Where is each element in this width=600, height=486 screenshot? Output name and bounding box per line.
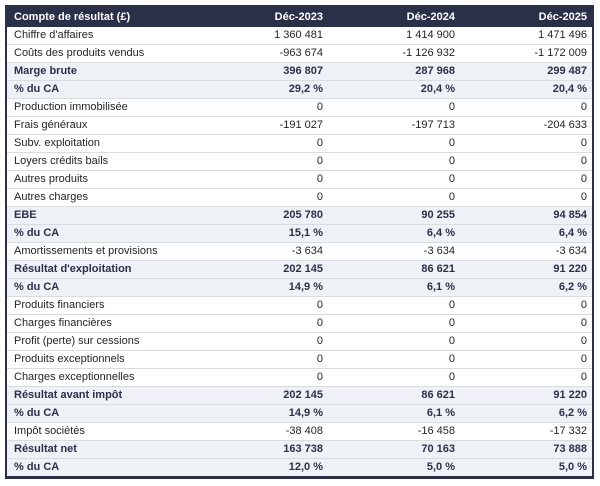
row-value: 1 360 481: [274, 29, 323, 41]
row-value: 0: [316, 155, 323, 167]
table-row: [7, 279, 592, 297]
row-value: 0: [580, 101, 587, 113]
header-col-dec-2023: Déc-2023: [196, 7, 328, 27]
row-value: 14,9 %: [196, 405, 328, 423]
row-label: % du CA: [7, 225, 196, 243]
table-row: [7, 405, 592, 423]
row-value: 6,2 %: [460, 405, 592, 423]
row-label: % du CA: [7, 405, 196, 423]
row-label: Impôt sociétés: [14, 425, 85, 437]
row-value: 202 145: [196, 261, 328, 279]
table-row: [7, 387, 592, 405]
header-row: [7, 7, 592, 27]
row-label: Charges financières: [14, 317, 112, 329]
row-value: -204 633: [543, 119, 587, 131]
row-value: 0: [448, 191, 455, 203]
table-row: [7, 45, 592, 63]
row-label: Chiffre d'affaires: [14, 29, 94, 41]
row-value: 0: [448, 137, 455, 149]
row-label: Résultat avant impôt: [7, 387, 196, 405]
row-value: -1 126 932: [402, 47, 455, 59]
row-value: 0: [316, 335, 323, 347]
header-col-dec-2024: Déc-2024: [328, 7, 460, 27]
row-label: Production immobilisée: [14, 101, 128, 113]
row-value: -197 713: [411, 119, 455, 131]
table-row: [7, 459, 592, 477]
row-value: -191 027: [279, 119, 323, 131]
row-value: 0: [316, 191, 323, 203]
row-value: 0: [580, 353, 587, 365]
row-value: 0: [580, 371, 587, 383]
row-value: 1 414 900: [406, 29, 455, 41]
row-value: -963 674: [279, 47, 323, 59]
row-value: 73 888: [460, 441, 592, 459]
income-statement-frame: [5, 5, 594, 479]
row-value: -38 408: [285, 425, 323, 437]
row-value: 5,0 %: [460, 459, 592, 477]
row-label: Produits exceptionnels: [14, 353, 125, 365]
row-value: 12,0 %: [196, 459, 328, 477]
row-value: 5,0 %: [328, 459, 460, 477]
row-label: Autres produits: [14, 173, 88, 185]
row-value: 6,4 %: [328, 225, 460, 243]
row-value: 0: [580, 299, 587, 311]
row-label: Marge brute: [7, 63, 196, 81]
row-label: Frais généraux: [14, 119, 88, 131]
row-label: Résultat net: [7, 441, 196, 459]
row-value: 0: [316, 101, 323, 113]
row-value: 15,1 %: [196, 225, 328, 243]
row-value: -16 458: [417, 425, 455, 437]
row-value: 6,1 %: [328, 405, 460, 423]
row-value: 20,4 %: [328, 81, 460, 99]
row-value: 396 807: [196, 63, 328, 81]
row-value: 0: [316, 371, 323, 383]
table-row: [7, 423, 592, 441]
table-row: [7, 261, 592, 279]
row-label: Subv. exploitation: [14, 137, 101, 149]
row-value: 0: [448, 371, 455, 383]
income-statement-table: [7, 7, 592, 476]
row-value: 0: [448, 299, 455, 311]
row-value: 20,4 %: [460, 81, 592, 99]
row-value: 91 220: [460, 261, 592, 279]
row-value: 91 220: [460, 387, 592, 405]
row-value: 86 621: [328, 261, 460, 279]
row-value: 0: [316, 173, 323, 185]
row-value: 29,2 %: [196, 81, 328, 99]
row-value: -3 634: [423, 245, 455, 257]
row-value: 0: [580, 191, 587, 203]
table-row: [7, 81, 592, 99]
row-value: 0: [448, 353, 455, 365]
row-label: Charges exceptionnelles: [14, 371, 135, 383]
table-row: [7, 171, 592, 189]
row-value: 86 621: [328, 387, 460, 405]
row-value: 14,9 %: [196, 279, 328, 297]
row-label: Amortissements et provisions: [14, 245, 158, 257]
header-col-dec-2025: Déc-2025: [460, 7, 592, 27]
row-value: 202 145: [196, 387, 328, 405]
row-value: 0: [448, 335, 455, 347]
row-value: 299 487: [460, 63, 592, 81]
row-value: 0: [448, 101, 455, 113]
table-body: [7, 27, 592, 476]
table-row: [7, 135, 592, 153]
row-value: 0: [580, 317, 587, 329]
row-value: 6,2 %: [460, 279, 592, 297]
table-row: [7, 297, 592, 315]
row-label: % du CA: [7, 279, 196, 297]
row-label: Résultat d'exploitation: [7, 261, 196, 279]
row-value: 94 854: [460, 207, 592, 225]
table-row: [7, 333, 592, 351]
table-row: [7, 207, 592, 225]
row-label: Autres charges: [14, 191, 88, 203]
row-value: 0: [448, 317, 455, 329]
row-value: 0: [580, 137, 587, 149]
table-row: [7, 351, 592, 369]
row-value: 0: [580, 155, 587, 167]
row-value: 0: [580, 335, 587, 347]
row-label: Coûts des produits vendus: [14, 47, 145, 59]
table-row: [7, 117, 592, 135]
table-row: [7, 63, 592, 81]
row-value: 0: [316, 137, 323, 149]
row-value: 0: [580, 173, 587, 185]
row-value: 70 163: [328, 441, 460, 459]
row-value: 6,4 %: [460, 225, 592, 243]
row-value: 0: [448, 173, 455, 185]
row-label: Loyers crédits bails: [14, 155, 109, 167]
row-label: % du CA: [7, 459, 196, 477]
row-label: EBE: [7, 207, 196, 225]
row-value: -3 634: [555, 245, 587, 257]
row-label: Produits financiers: [14, 299, 105, 311]
table-title: Compte de résultat (£): [7, 7, 196, 27]
row-value: 287 968: [328, 63, 460, 81]
row-value: -3 634: [291, 245, 323, 257]
table-row: [7, 189, 592, 207]
row-value: 0: [448, 155, 455, 167]
row-value: 163 738: [196, 441, 328, 459]
table-row: [7, 441, 592, 459]
table-row: [7, 27, 592, 45]
table-row: [7, 225, 592, 243]
row-value: 90 255: [328, 207, 460, 225]
row-label: % du CA: [7, 81, 196, 99]
row-value: 205 780: [196, 207, 328, 225]
row-value: 1 471 496: [538, 29, 587, 41]
row-value: 6,1 %: [328, 279, 460, 297]
table-row: [7, 243, 592, 261]
table-row: [7, 369, 592, 387]
row-value: -17 332: [549, 425, 587, 437]
table-row: [7, 315, 592, 333]
row-value: 0: [316, 299, 323, 311]
table-row: [7, 99, 592, 117]
table-row: [7, 153, 592, 171]
row-value: -1 172 009: [534, 47, 587, 59]
row-value: 0: [316, 317, 323, 329]
row-label: Profit (perte) sur cessions: [14, 335, 140, 347]
row-value: 0: [316, 353, 323, 365]
